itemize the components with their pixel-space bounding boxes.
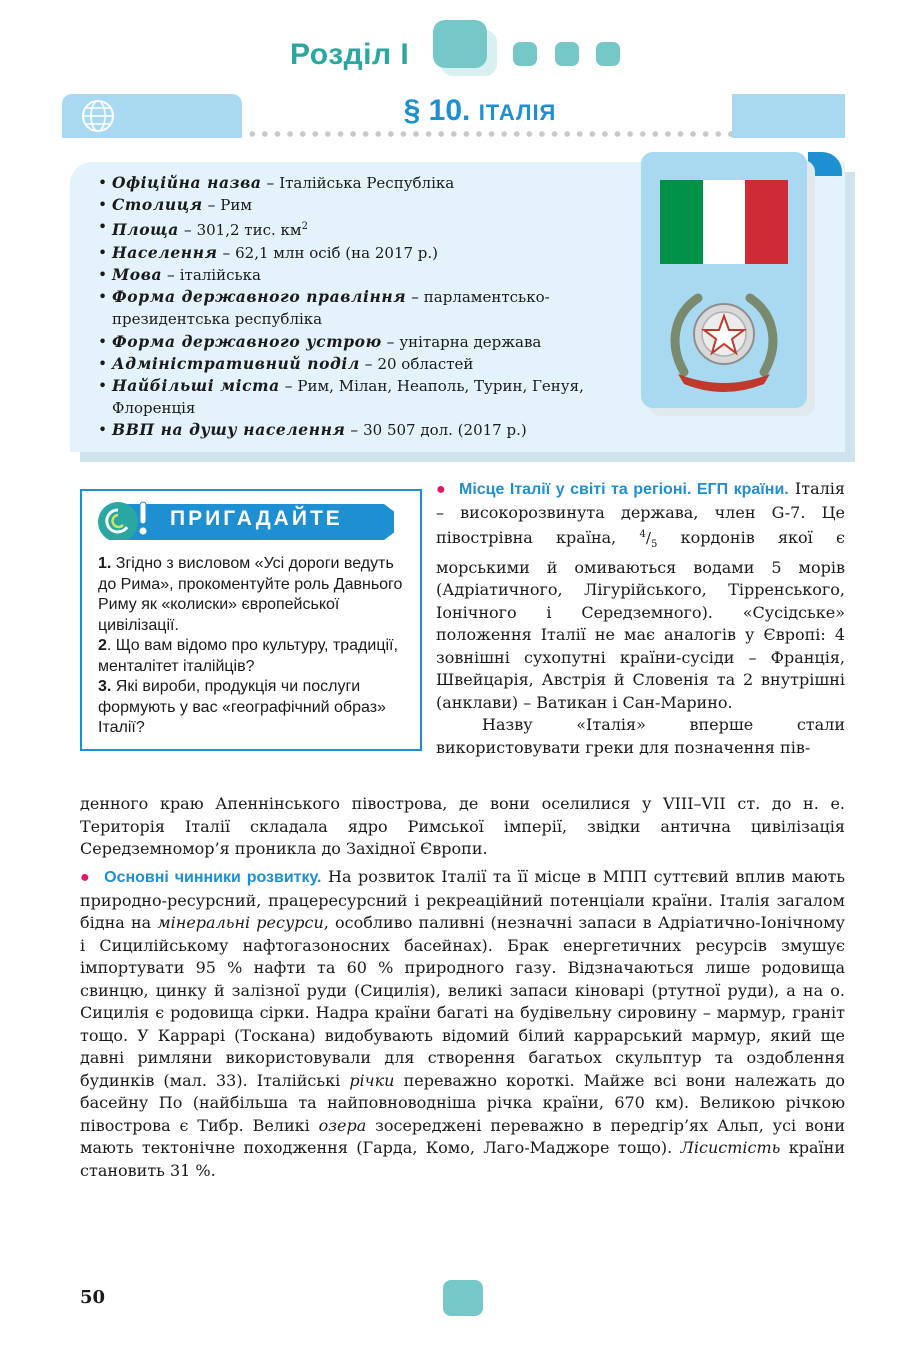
- flag-stripe-white: [703, 180, 746, 264]
- bullet-icon: ●: [436, 481, 447, 498]
- section-label: Розділ I: [290, 38, 410, 71]
- decorative-square: [555, 42, 579, 66]
- italy-name-paragraph: Назву «Італія» вперше стали використовувати греки для позначення пів-: [436, 715, 845, 757]
- italy-name-paragraph-cont: денного краю Апеннінського півострова, де вони оселилися у VIII–VII ст. до н. е. Територія Італії складала ядро Римської імперії, звідки антична цивілізація Середземномор’я проникла до Західної Європи.: [80, 794, 845, 858]
- question: 2. Що вам відомо про культуру, традиції, менталітет італійців?: [98, 637, 398, 675]
- factors-paragraph: ● Основні чинники розвитку. На розвиток Італії та її місце в МПП суттєвий вплив мають природно-ресурсний, працересурсний і рекреаційний потенціали країни. Італія загалом бідна на мінеральні ресурси, особливо паливні (незначні запаси в Адріатично-Іонічному і Сицилійському нафтогазоносних басейнах). Брак енергетичних ресурсів змушує імпортувати 95 % нафти та 60 % природного газу. Відзначаються лише родовища свинцю, цинку й залізної руди (Сицилія), великі запаси кіноварі (ртутної руди), а на о. Сицилія є родовища сірки. Надра країни багаті на будівельну сировину – мармур, граніт тощо. У Каррарі (Тоскана) видобувають відомий білий каррарський мармур, який ще давні римляни використовували для створення багатьох скульптур та оздоблення будинків (мал. 33). Італійські річки переважно короткі. Майже всі вони належать до басейну По (найбільша та найповноводніша річка країни, 670 км). Великою річкою півострова є Тибр. Великі озера зосереджені переважно в передгір’ях Альп, усі вони мають тектонічне походження (Гарда, Комо, Лаго-Маджоре тощо). Лісистість країни становить 31 %.: [80, 867, 846, 1180]
- decorative-square: [513, 42, 537, 66]
- decorative-square: [596, 42, 620, 66]
- remember-questions: [98, 554, 408, 739]
- facts-list: [98, 172, 628, 442]
- decorative-square-large: [433, 20, 487, 68]
- fact-item: • Форма державного устрою – унітарна держава: [98, 331, 628, 353]
- fact-item: • Мова – італійська: [98, 264, 628, 286]
- remember-title: ПРИГАДАЙТЕ: [170, 507, 343, 530]
- section-heading: Основні чинники розвитку.: [104, 869, 322, 886]
- paragraph-number: § 10.: [403, 94, 471, 127]
- fact-item: • Офіційна назва – Італійська Республіка: [98, 172, 628, 194]
- decorative-square-bottom: [443, 1280, 483, 1316]
- fact-item: • Найбільші міста – Рим, Мілан, Неаполь, Турин, Генуя, Флоренція: [98, 375, 628, 419]
- page-number: 50: [80, 1287, 106, 1308]
- flag-card-corner: [808, 152, 842, 176]
- question: 3. Які вироби, продукція чи послуги формують у вас «географічний образ» Італії?: [98, 678, 386, 736]
- section-egp: [436, 478, 845, 759]
- fact-item: • ВВП на душу населення – 30 507 дол. (2017 р.): [98, 419, 628, 441]
- globe-icon: [80, 98, 116, 134]
- fact-item: • Населення – 62,1 млн осіб (на 2017 р.): [98, 242, 628, 264]
- section-heading: Місце Італії у світі та регіоні. ЕГП країни.: [459, 481, 789, 498]
- paragraph-title: [360, 94, 600, 128]
- fact-item: • Площа – 301,2 тис. $км^2$: [98, 216, 628, 241]
- fact-item: • Форма державного правління – парламентсько-президентська республіка: [98, 286, 628, 330]
- flag-stripe-green: [660, 180, 703, 264]
- fact-item: • Адміністративний поділ – 20 областей: [98, 353, 628, 375]
- fraction: $^4/_5$: [639, 529, 658, 550]
- italy-flag: [660, 180, 788, 264]
- dotted-divider: [246, 130, 732, 138]
- flag-stripe-red: [745, 180, 788, 264]
- section-factors: [80, 866, 845, 1182]
- egp-paragraph: ● Місце Італії у світі та регіоні. ЕГП країни. Італія – високорозвинута держава, член G-7. Це півострівна країна, $^4/_5$ кордонів якої є морськими й омиваються водами 5 морів (Адріатичного, Лігурійського, Тірренського, Іонічного і Середземного). «Сусідське» положення Італії не має аналогів у Європі: 4 зовнішні сухопутні країни-сусіди – Франція, Швейцарія, Австрія й Словенія та 2 внутрішні (анклави) – Ватикан і Сан-Марино.: [436, 479, 846, 712]
- bullet-icon: ●: [80, 869, 92, 886]
- question: 1. Згідно з висловом «Усі дороги ведуть до Рима», прокоментуйте роль Давнього Риму як «колиски» європейської цивілізації.: [98, 555, 403, 634]
- header-tab-right: [732, 94, 845, 138]
- fact-item: • Столиця – Рим: [98, 194, 628, 216]
- paragraph-name: ІТАЛІЯ: [478, 100, 557, 125]
- italy-emblem-icon: [664, 284, 784, 394]
